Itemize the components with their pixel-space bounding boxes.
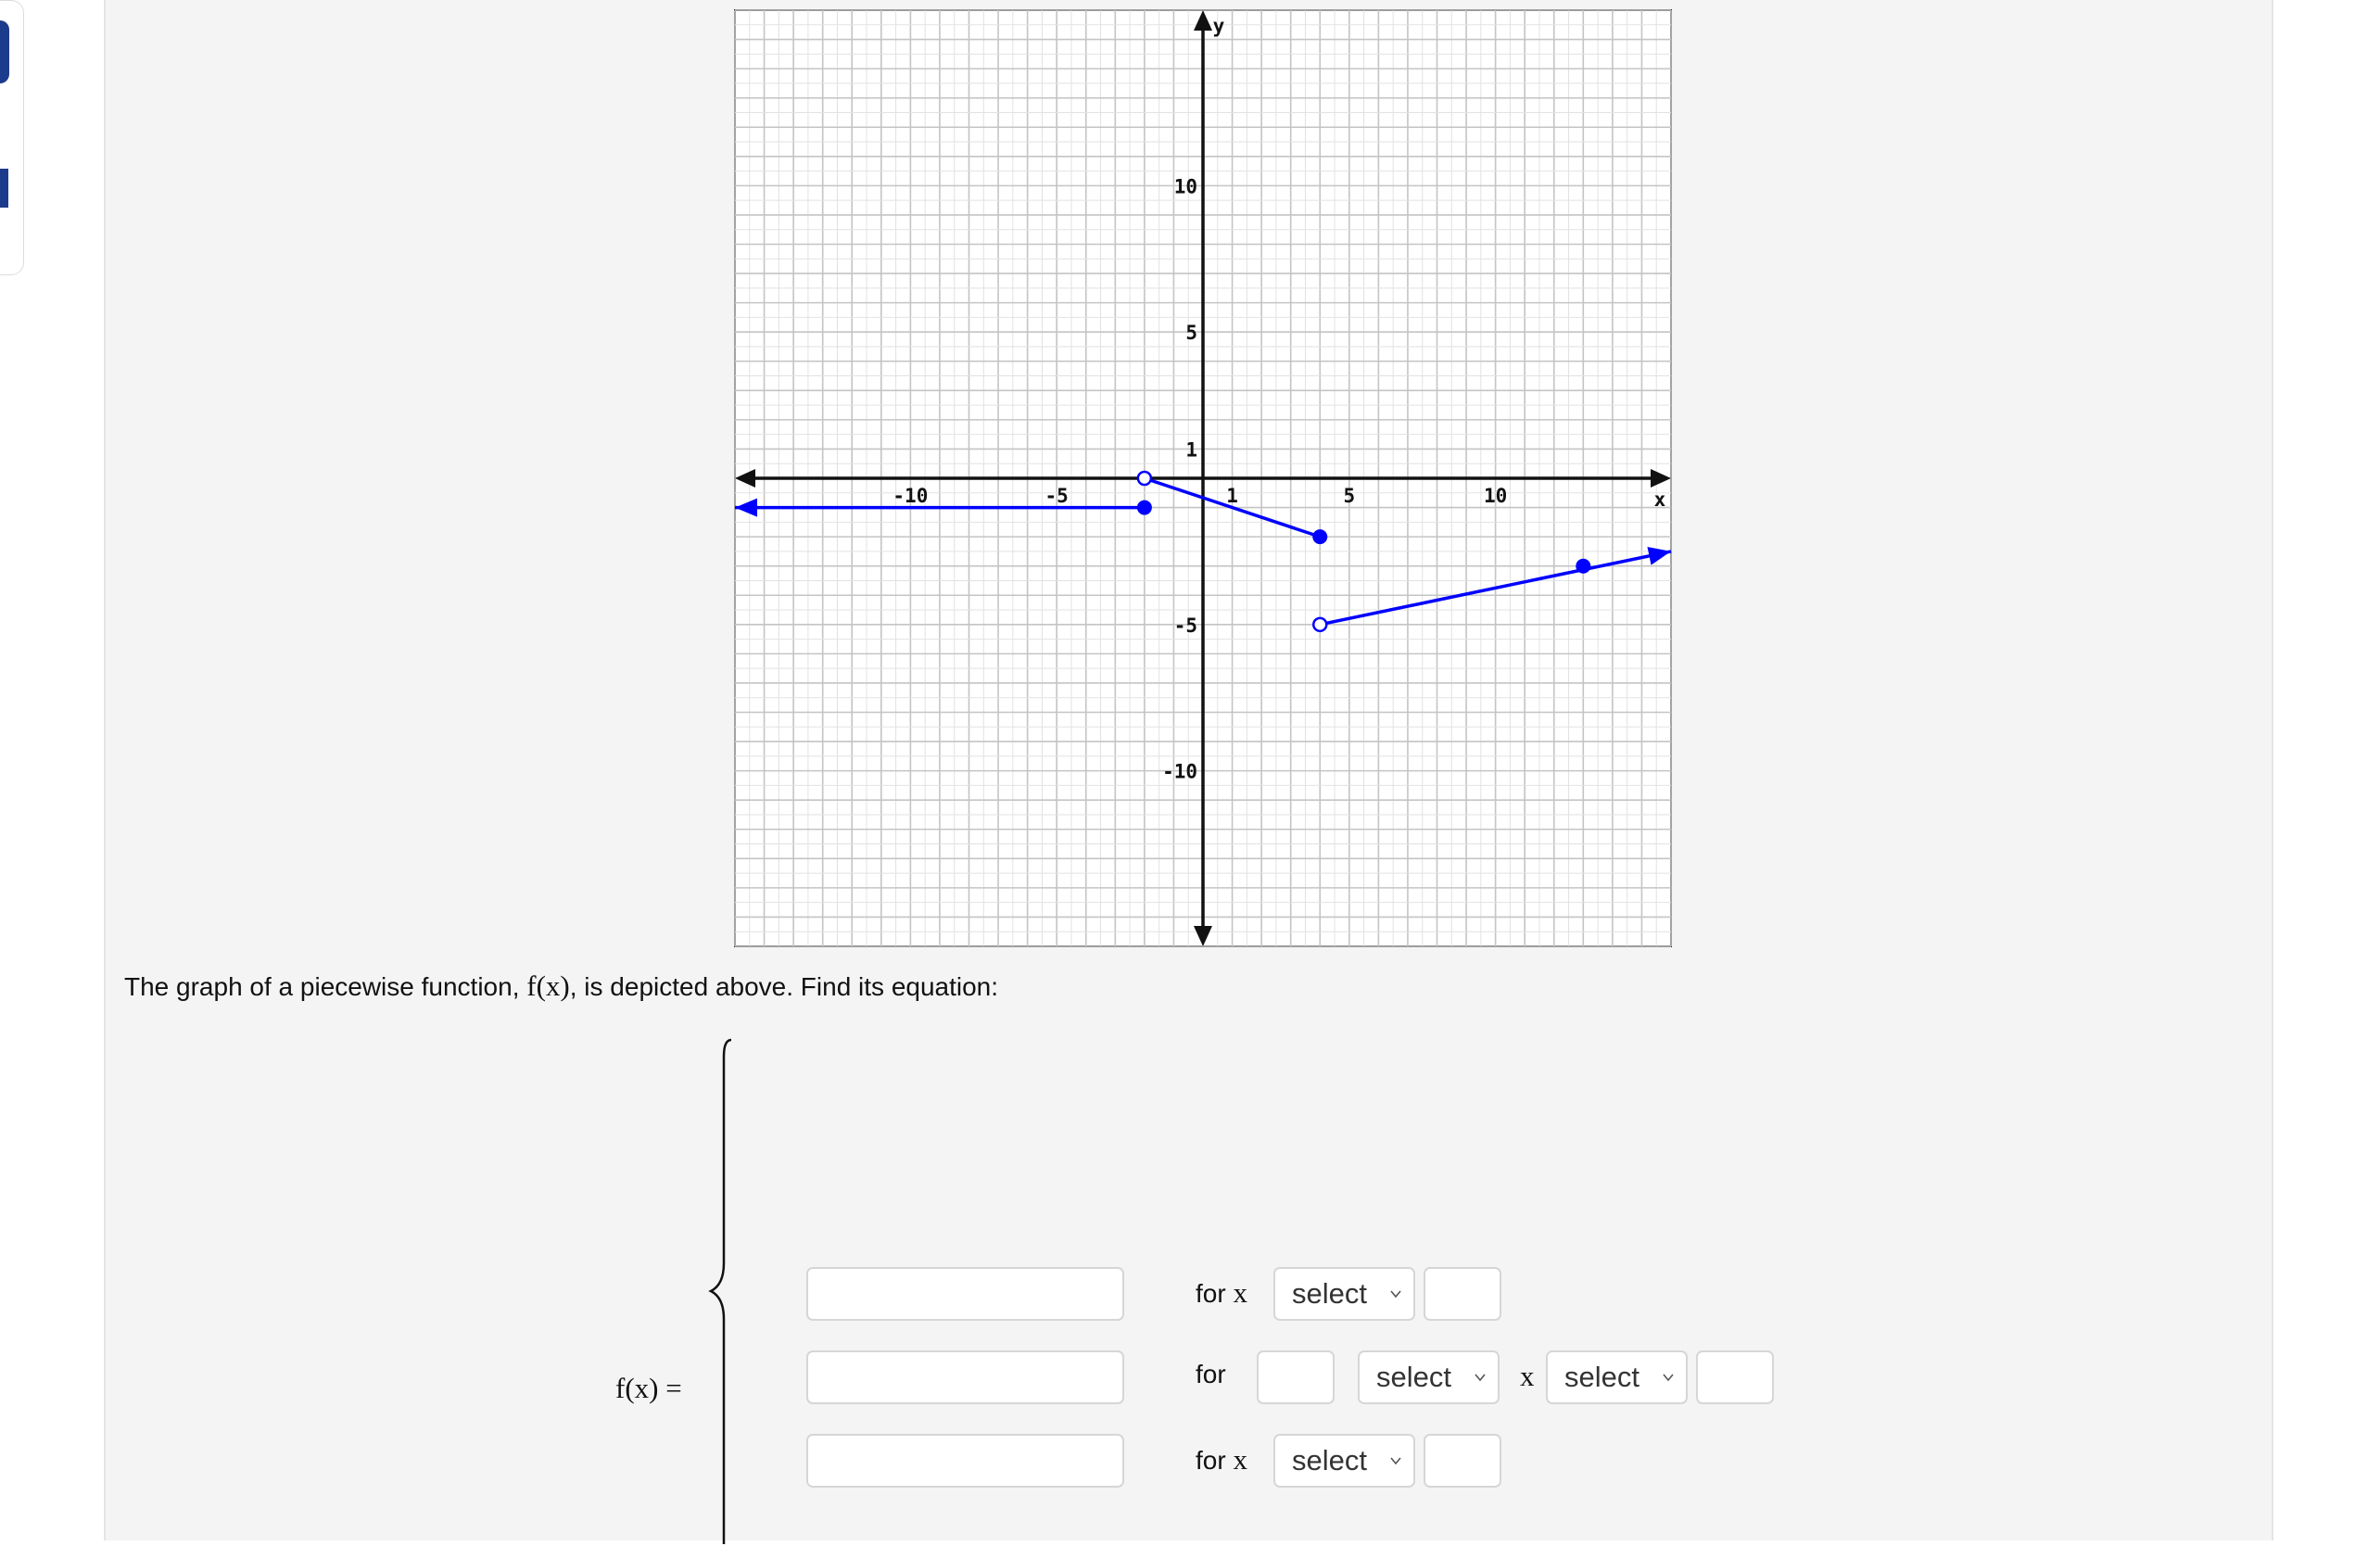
chevron-down-icon (1389, 1287, 1402, 1300)
y-axis-label: y (1212, 15, 1225, 37)
piecewise-brace (703, 1036, 741, 1546)
x-tick-label: -10 (892, 485, 929, 507)
variable-x: x (1233, 1276, 1247, 1309)
piecewise-graph (725, 0, 1681, 957)
series-3-open-point (1313, 618, 1326, 631)
piece-2-upper-bound-input[interactable] (1696, 1350, 1774, 1404)
piece-2-lower-bound-input[interactable] (1257, 1350, 1335, 1404)
question-text (124, 969, 998, 1003)
piece-1-operator-select[interactable] (1273, 1267, 1415, 1321)
piece-3-operator-select[interactable] (1273, 1434, 1415, 1488)
x-tick-label: 5 (1343, 485, 1356, 507)
function-notation: f(x) (526, 969, 570, 1002)
select-value: select (1292, 1277, 1367, 1310)
y-tick-label: -5 (1173, 614, 1197, 637)
question-suffix: , is depicted above. Find its equation: (569, 972, 999, 1001)
piece-2-left-operator-select[interactable] (1358, 1350, 1500, 1404)
x-tick-label: 10 (1483, 485, 1508, 507)
select-value: select (1376, 1361, 1451, 1393)
chevron-down-icon (1662, 1371, 1675, 1384)
chevron-down-icon (1474, 1371, 1487, 1384)
piece-1-expression-input[interactable] (806, 1267, 1124, 1321)
select-value: select (1292, 1444, 1367, 1476)
series-3-marked-point (1576, 559, 1590, 574)
chevron-down-icon (1389, 1454, 1402, 1467)
for-text: for (1196, 1360, 1226, 1388)
question-panel (104, 0, 2273, 1540)
y-tick-label: 10 (1173, 175, 1197, 198)
piece-2-expression-input[interactable] (806, 1350, 1124, 1404)
for-text: for (1196, 1279, 1226, 1308)
side-panel-indicator (0, 169, 8, 208)
variable-x: x (1233, 1443, 1247, 1476)
piece-2-right-operator-select[interactable] (1546, 1350, 1688, 1404)
piece-3-condition-label (1196, 1443, 1247, 1476)
y-tick-label: 1 (1185, 438, 1197, 462)
side-panel-tab[interactable] (0, 20, 9, 83)
question-prefix: The graph of a piecewise function, (124, 972, 527, 1001)
y-tick-label: 5 (1185, 322, 1197, 345)
y-tick-label: -10 (1162, 760, 1197, 783)
series-1-closed-point (1137, 501, 1152, 515)
piece-1-bound-input[interactable] (1424, 1267, 1501, 1321)
x-axis-label: x (1653, 488, 1666, 511)
piece-3-expression-input[interactable] (806, 1434, 1124, 1488)
select-value: select (1564, 1361, 1639, 1393)
x-tick-label: 1 (1226, 485, 1238, 507)
function-label: f(x) = (615, 1372, 682, 1404)
variable-x: x (1520, 1360, 1535, 1392)
x-tick-label: -5 (1044, 485, 1069, 507)
piece-1-condition-label (1196, 1276, 1247, 1310)
series-2-open-point (1138, 472, 1151, 485)
piece-3-bound-input[interactable] (1424, 1434, 1501, 1488)
for-text: for (1196, 1446, 1226, 1475)
series-2-closed-point (1312, 529, 1327, 544)
